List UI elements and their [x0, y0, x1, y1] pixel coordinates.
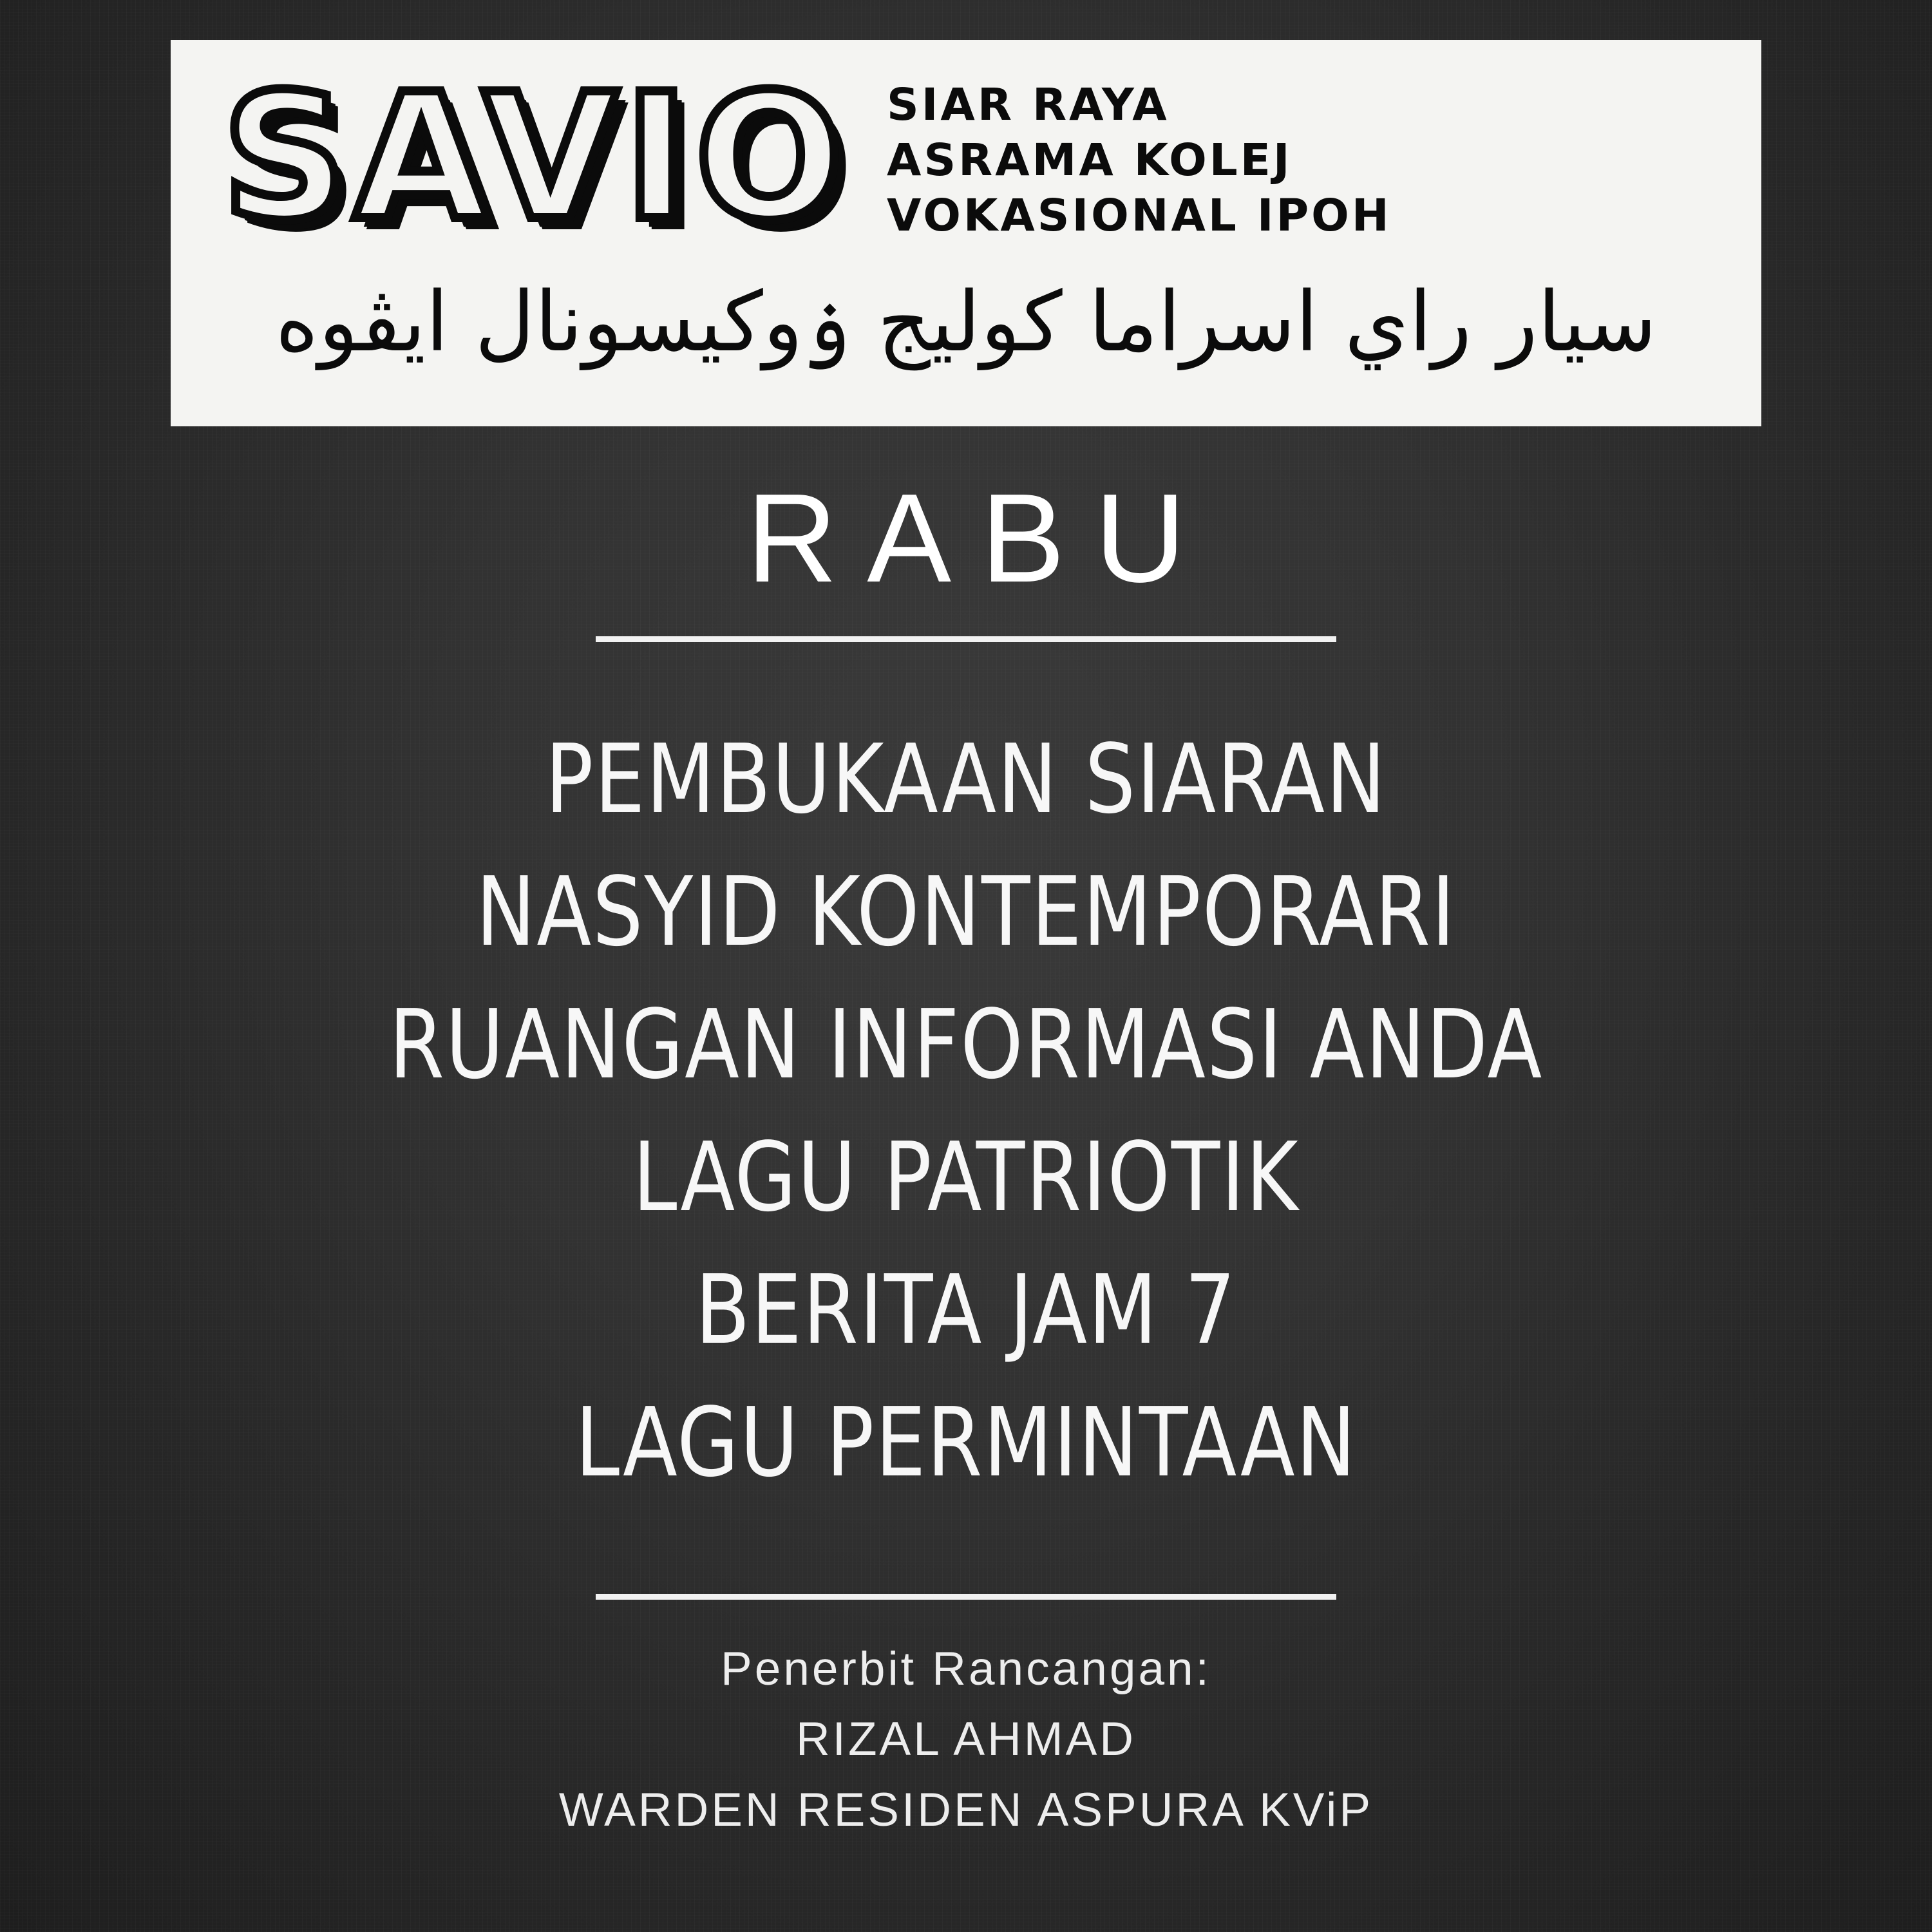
logo-banner: [171, 40, 1761, 426]
logo-subtitle: [887, 77, 1392, 243]
producer-name: RIZAL AHMAD: [795, 1713, 1137, 1765]
program-item: LAGU PERMINTAAN: [575, 1387, 1357, 1498]
logo-subtitle-line-2: ASRAMA KOLEJ: [887, 135, 1293, 186]
program-item: NASYID KONTEMPORARI: [475, 857, 1457, 967]
program-item: BERITA JAM 7: [695, 1255, 1237, 1365]
logo-top-row: [196, 52, 1736, 264]
program-item: PEMBUKAAN SIARAN: [545, 724, 1387, 835]
divider-bottom: [596, 1594, 1336, 1600]
savio-wordmark: SAVIO: [222, 56, 850, 259]
program-item: LAGU PATRIOTIK: [632, 1122, 1300, 1233]
logo-subtitle-line-3: VOKASIONAL IPOH: [887, 190, 1392, 242]
day-title: RABU: [746, 468, 1216, 609]
footer-block: [559, 1634, 1373, 1846]
logo-subtitle-line-1: SIAR RAYA: [887, 79, 1170, 131]
program-list: [0, 713, 1932, 1509]
producer-role: WARDEN RESIDEN ASPURA KViP: [558, 1784, 1374, 1836]
logo-jawi-text: سيار راي اسراما كوليج ۏوكيسونال ايڤوه: [275, 274, 1657, 370]
divider-top: [596, 636, 1336, 642]
producer-label: Penerbit Rancangan:: [721, 1643, 1211, 1695]
program-item: RUANGAN INFORMASI ANDA: [388, 989, 1544, 1100]
